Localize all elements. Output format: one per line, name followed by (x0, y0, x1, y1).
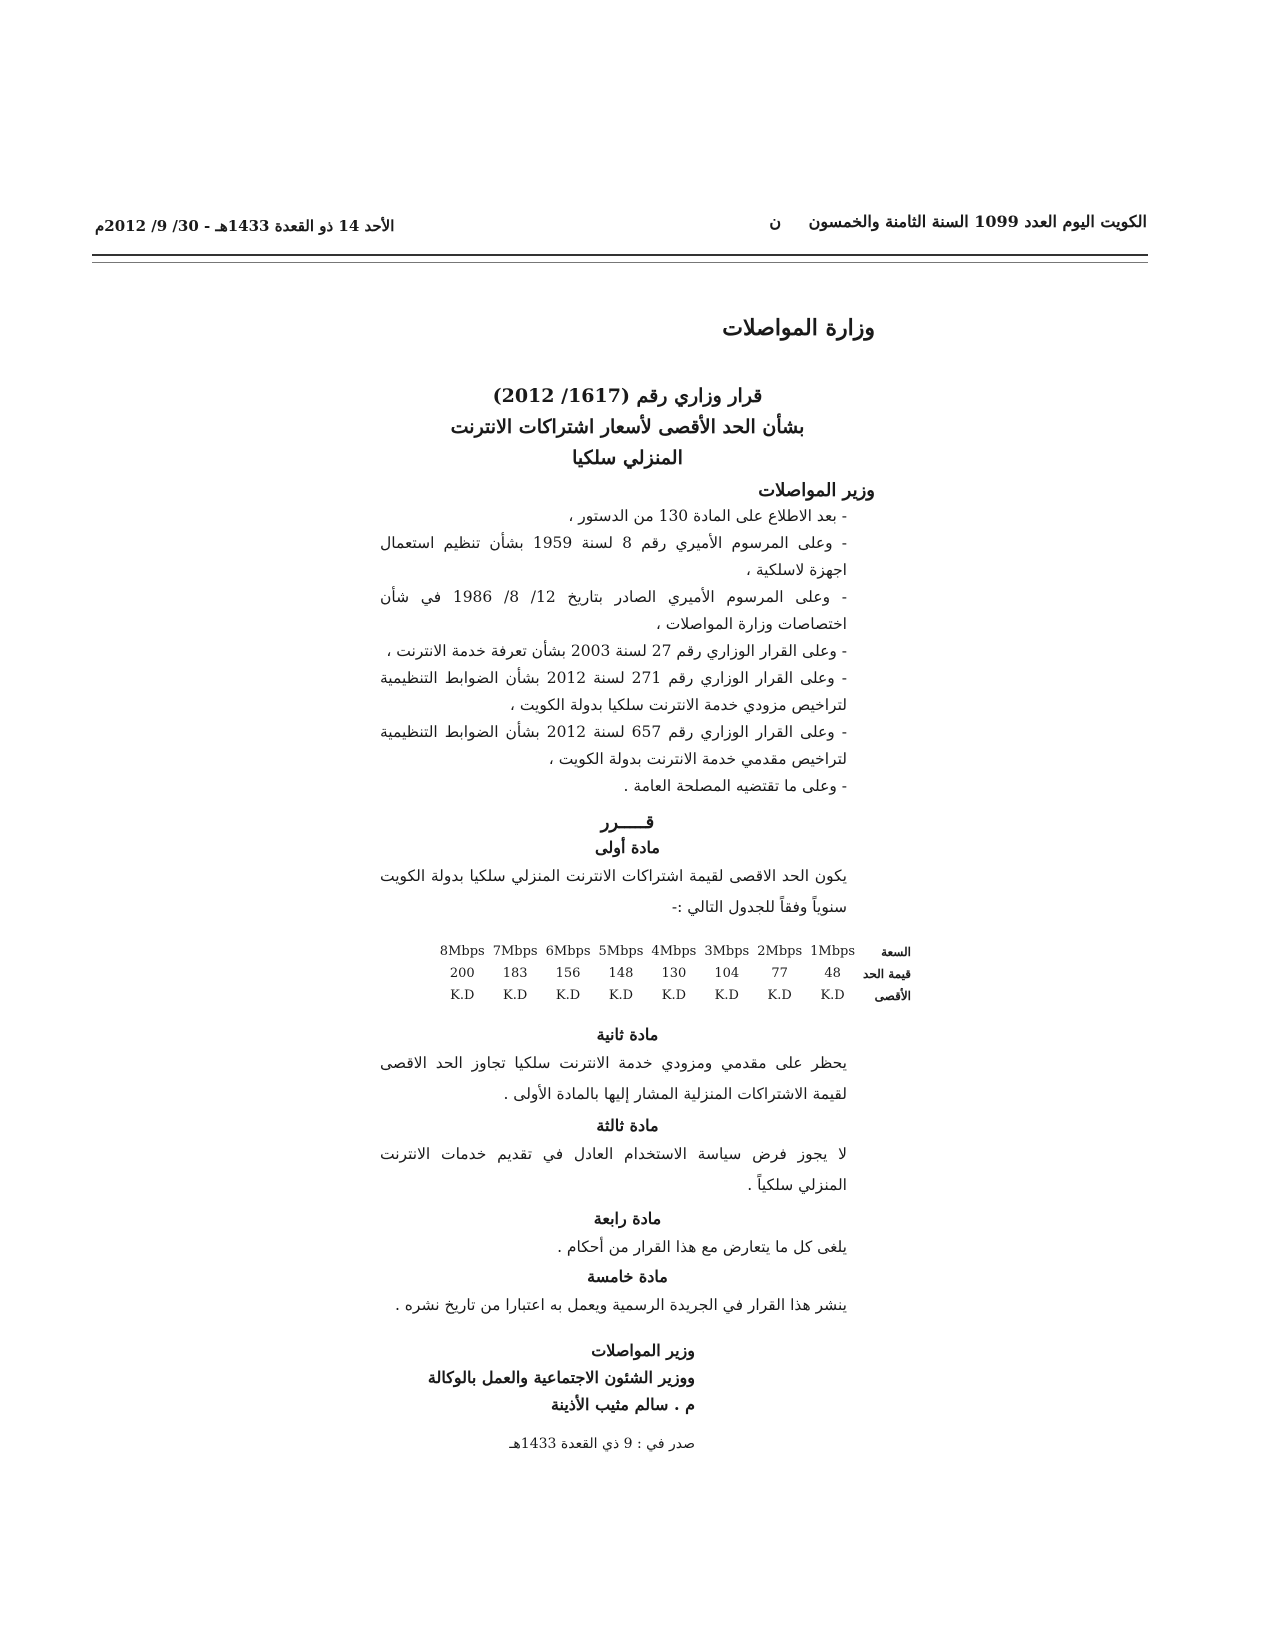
currency-cell: K.D (820, 988, 845, 1003)
header-rule (92, 254, 1148, 256)
speed-cell: 6Mbps (545, 944, 591, 959)
price-cell: 156 (555, 966, 581, 981)
article-heading: مادة رابعة (593, 1209, 662, 1228)
signatory-name: م . سالم مثيب الأذينة (550, 1395, 695, 1414)
gazette-header (700, 212, 1147, 231)
article-text: ينشر هذا القرار في الجريدة الرسمية ويعمل به اعتبارا من تاريخ نشره . (394, 1296, 847, 1314)
decree-subject-line1: بشأن الحد الأقصى لأسعار اشتراكات الانترنت (450, 416, 805, 438)
table-row-label: قيمة الحد (863, 967, 911, 981)
decree-title (380, 381, 875, 474)
article-heading: مادة ثانية (596, 1025, 659, 1044)
currency-cell: K.D (608, 988, 634, 1003)
rate-table (436, 941, 915, 1007)
price-cell: 183 (502, 966, 528, 981)
article-text: يكون الحد الاقصى لقيمة اشتراكات الانترنت المنزلي سلكيا بدولة الكويت سنوياً وفقاً للجدول التالي :- (380, 867, 847, 916)
article-heading: مادة خامسة (587, 1267, 668, 1286)
decree-number: قرار وزاري رقم (1617/ 2012) (492, 385, 763, 407)
speed-cell: 1Mbps (810, 944, 856, 959)
speed-cell: 5Mbps (598, 944, 644, 959)
recital: - وعلى المرسوم الأميري رقم 8 لسنة 1959 بشأن تنظيم استعمال اجهزة لاسلكية ، (380, 534, 847, 579)
document-body (380, 315, 911, 1452)
speed-cell: 4Mbps (651, 944, 697, 959)
issuer-heading: وزير المواصلات (758, 480, 875, 501)
page-number: ن (769, 212, 782, 231)
decides-heading: قـــــرر (600, 812, 655, 833)
price-cell: 148 (608, 966, 634, 981)
article-heading: مادة ثالثة (596, 1116, 659, 1135)
recital: - بعد الاطلاع على المادة 130 من الدستور ، (568, 507, 847, 525)
speed-cell: 2Mbps (757, 944, 803, 959)
speed-cell: 7Mbps (492, 944, 538, 959)
article-text: لا يجوز فرض سياسة الاستخدام العادل في تقديم خدمات الانترنت المنزلي سلكياً . (380, 1145, 847, 1194)
table-row-label: الأقصى (874, 989, 911, 1003)
price-cell: 77 (771, 966, 788, 981)
speed-cell: 8Mbps (439, 944, 485, 959)
article-text: يلغى كل ما يتعارض مع هذا القرار من أحكام . (557, 1238, 847, 1256)
price-cell: 48 (824, 966, 841, 981)
recital: - وعلى المرسوم الأميري الصادر بتاريخ 12/ 8/ 1986 في شأن اختصاصات وزارة المواصلات ، (380, 588, 847, 633)
table-row (436, 963, 915, 985)
price-cell: 200 (449, 966, 475, 981)
table-row-label: السعة (881, 945, 911, 959)
currency-cell: K.D (503, 988, 528, 1003)
gazette-date: الأحد 14 ذو القعدة 1433هـ - 30/ 9/ 2012م (95, 217, 395, 235)
gazette-issue-info: الكويت اليوم العدد 1099 السنة الثامنة والخمسون (808, 212, 1147, 231)
table-row (436, 941, 915, 963)
article-text: يحظر على مقدمي ومزودي خدمة الانترنت سلكيا تجاوز الحد الاقصى لقيمة الاشتراكات المنزلية المشار إليها بالمادة الأولى . (380, 1054, 847, 1103)
recital: - وعلى القرار الوزاري رقم 27 لسنة 2003 بشأن تعرفة خدمة الانترنت ، (386, 642, 847, 660)
header-rule-thin (92, 262, 1148, 263)
article-heading: مادة أولى (595, 838, 660, 857)
signature-title-acting: ووزير الشئون الاجتماعية والعمل بالوكالة (427, 1368, 695, 1387)
currency-cell: K.D (450, 988, 475, 1003)
signature-block (380, 1337, 875, 1418)
speed-cell: 3Mbps (704, 944, 750, 959)
recital: - وعلى القرار الوزاري رقم 271 لسنة 2012 بشأن الضوابط التنظيمية لتراخيص مزودي خدمة الانترنت سلكيا بدولة الكويت ، (380, 669, 847, 714)
price-cell: 104 (714, 966, 740, 981)
decree-subject-line2: المنزلي سلكيا (572, 447, 683, 469)
ministry-name: وزارة المواصلات (722, 315, 875, 341)
signature-title: وزير المواصلات (591, 1341, 695, 1360)
currency-cell: K.D (714, 988, 739, 1003)
issue-date: صدر في : 9 ذي القعدة 1433هـ (509, 1436, 695, 1452)
currency-cell: K.D (555, 988, 581, 1003)
currency-cell: K.D (767, 988, 792, 1003)
recital: - وعلى القرار الوزاري رقم 657 لسنة 2012 بشأن الضوابط التنظيمية لتراخيص مقدمي خدمة الانترنت بدولة الكويت ، (380, 723, 847, 768)
recital: - وعلى ما تقتضيه المصلحة العامة . (623, 777, 847, 795)
currency-cell: K.D (661, 988, 687, 1003)
table-row (436, 985, 915, 1007)
price-cell: 130 (661, 966, 687, 981)
